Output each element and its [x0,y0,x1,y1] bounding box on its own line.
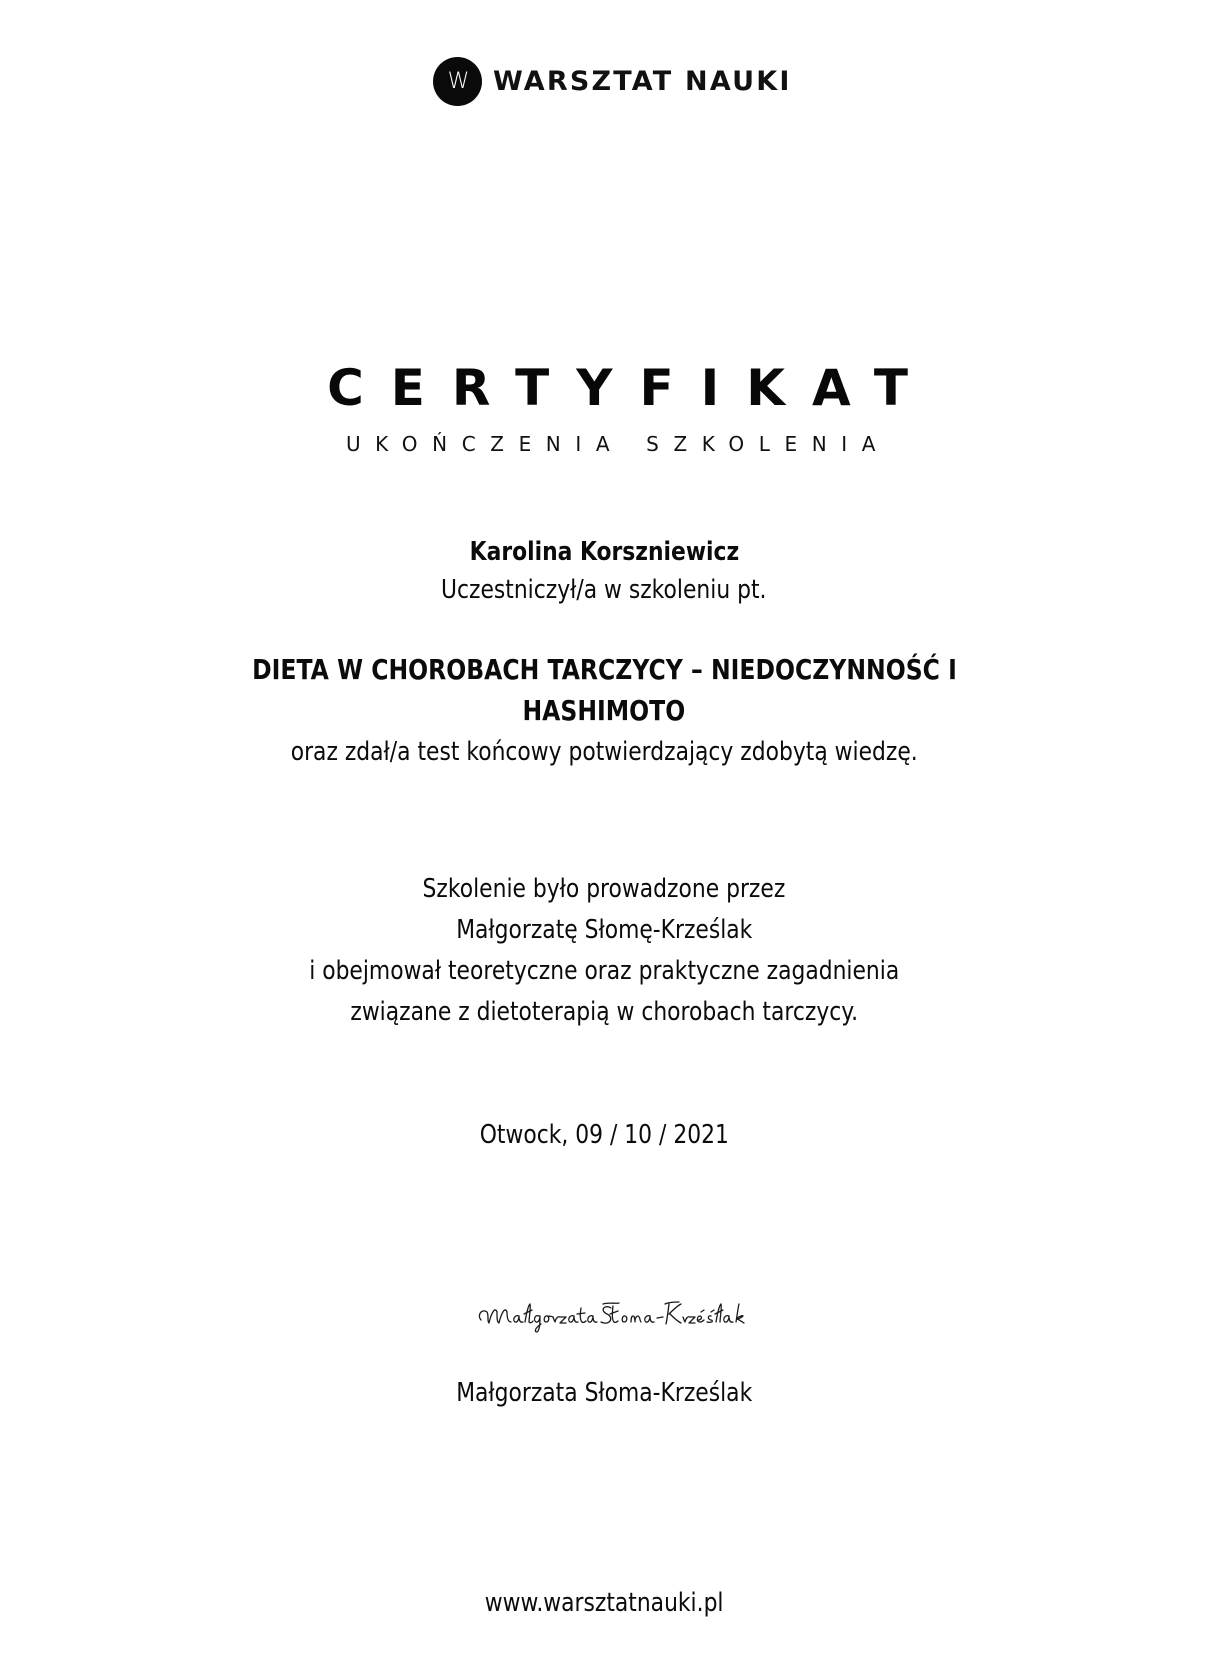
w-circle-logo-icon [433,57,482,106]
description-text-1: Szkolenie było prowadzone przez [422,874,786,904]
footer-website-line [0,1586,1208,1620]
description-line-3 [0,954,1208,988]
certificate-title: CERTYFIKAT [327,359,935,417]
attended-line [0,573,1208,607]
certificate-subtitle [0,431,1208,457]
description-line-2 [0,913,1208,947]
subtitle-part-1: UKOŃCZENIA [345,432,625,456]
description-text-2: Małgorzatę Słomę-Krześlak [455,915,753,945]
subtitle-part-2: SZKOLENIA [646,432,891,456]
website-link[interactable]: www.warsztatnauki.pl [484,1588,724,1618]
signatory-name: Małgorzata Słoma-Krześlak [455,1378,753,1408]
attended-text: Uczestniczył/a w szkoleniu pt. [441,575,767,605]
brand-logo [433,56,792,106]
description-text-3: i obejmował teoretyczne oraz praktyczne zagadnienia [308,956,900,986]
passed-line [0,735,1208,769]
place-date-line [0,1118,1208,1152]
description-line-4 [0,995,1208,1029]
handwritten-signature [475,1290,745,1340]
participant-name-line [0,535,1208,569]
course-title-line-2 [0,693,1208,729]
brand-name: WARSZTAT NAUKI [493,65,792,97]
participant-name: Karolina Korszniewicz [469,537,739,567]
signature-icon [475,1290,745,1340]
logo-mark: W [447,68,468,94]
course-title-line-1 [0,652,1208,688]
description-line-1 [0,872,1208,906]
description-text-4: związane z dietoterapią w chorobach tarczycy. [350,997,858,1027]
course-title-1: DIETA W CHOROBACH TARCZYCY – NIEDOCZYNNOŚĆ I [251,653,957,686]
passed-text: oraz zdał/a test końcowy potwierdzający zdobytą wiedzę. [290,737,918,767]
course-title-2: HASHIMOTO [522,694,686,727]
place-date: Otwock, 09 / 10 / 2021 [479,1120,729,1150]
signatory-name-line [0,1376,1208,1410]
